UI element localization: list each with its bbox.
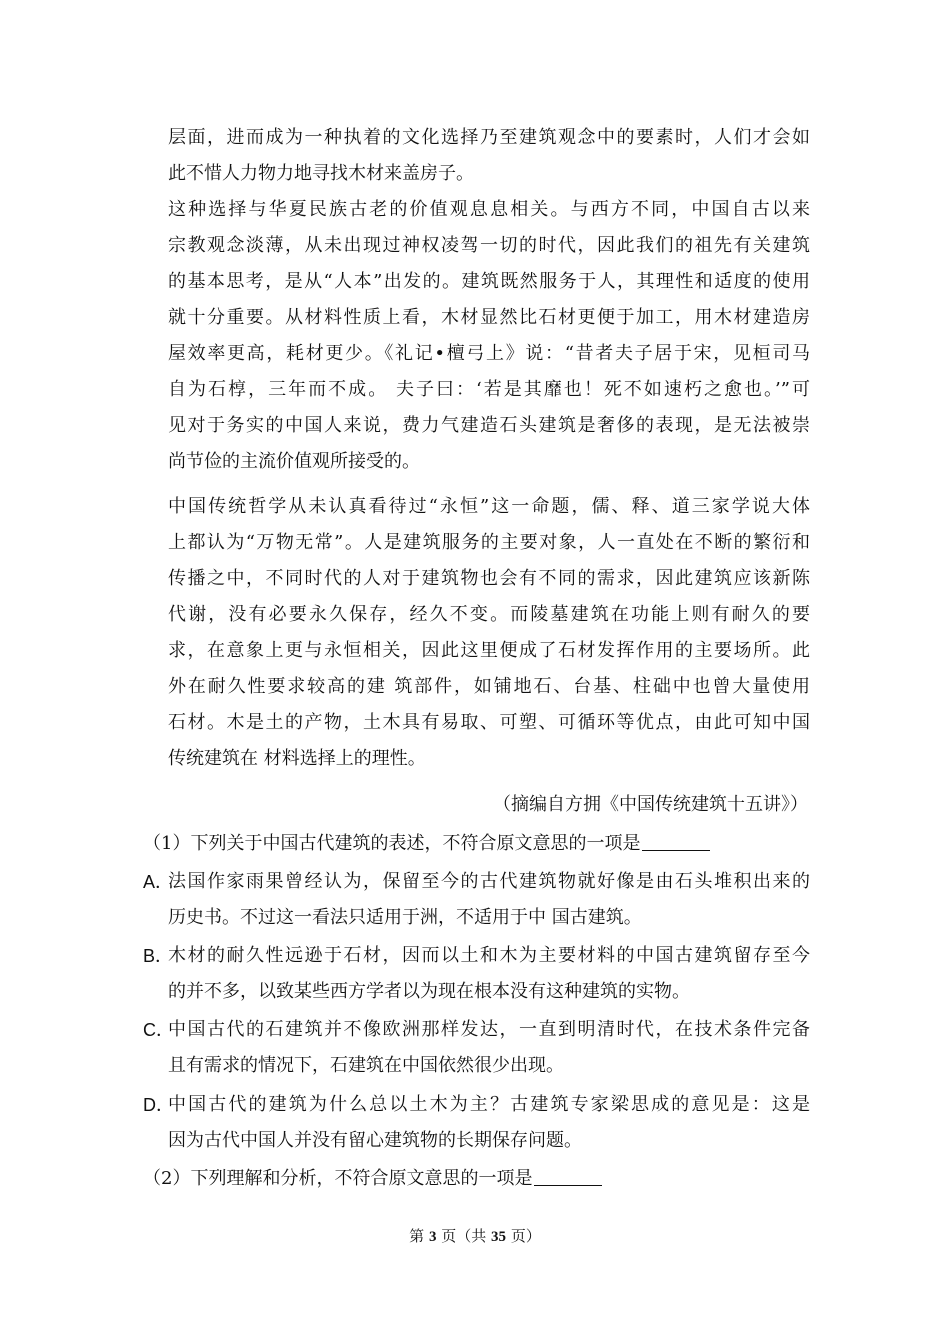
option-c-line: 中国古代的石建筑并不像欧洲那样发达，一直到明清时代，在技术条件完备 <box>168 1019 810 1040</box>
option-letter: B． <box>143 946 174 966</box>
question-2-text: （2）下列理解和分析，不符合原文意思的一项是 <box>143 1168 533 1189</box>
footer-mid: 页（共 <box>441 1227 487 1245</box>
question-1 <box>143 826 710 862</box>
text-line: 宗教观念淡薄，从未出现过神权凌驾一切的时代，因此我们的祖先有关建筑 <box>168 235 810 256</box>
text-line: 见对于务实的中国人来说，费力气建造石头建筑是奢侈的表现，是无法被崇 <box>168 415 810 436</box>
answer-blank[interactable] <box>534 1167 602 1186</box>
text-line: 此不惜人力物力地寻找木材来盖房子。 <box>168 163 474 184</box>
text-line: 的基本思考，是从“人本”出发的。建筑既然服务于人，其理性和适度的使用 <box>168 271 810 292</box>
option-letter: A． <box>143 872 174 892</box>
option-b-line: 的并不多，以致某些西方学者以为现在根本没有这种建筑的实物。 <box>168 981 690 1002</box>
option-c-line: 且有需求的情况下，石建筑在中国依然很少出现。 <box>168 1055 564 1076</box>
text-line: 上都认为“万物无常”。人是建筑服务的主要对象，人一直处在不断的繁衍和 <box>168 532 810 553</box>
text-line: 自为石椁，三年而不成。 夫子曰：‘若是其靡也！死不如速朽之愈也。’”可 <box>168 379 810 400</box>
text-line: 就十分重要。从材料性质上看，木材显然比石材更便于加工，用木材建造房 <box>168 307 810 328</box>
footer-suffix: 页） <box>510 1227 541 1245</box>
text-line: 外在耐久性要求较高的建 筑部件，如铺地石、台基、柱础中也曾大量使用 <box>168 676 810 697</box>
source-attribution: （摘编自方拥《中国传统建筑十五讲》） <box>493 794 808 815</box>
footer-page-number: 3 <box>428 1229 437 1245</box>
option-b-line: 木材的耐久性远逊于石材，因而以土和木为主要材料的中国古建筑留存至今 <box>168 945 810 966</box>
option-letter: C． <box>143 1020 174 1040</box>
option-a-line: 法国作家雨果曾经认为，保留至今的古代建筑物就好像是由石头堆积出来的 <box>168 871 810 892</box>
text-line: 屋效率更高，耗材更少。《礼记•檀弓上》说：“昔者夫子居于宋，见桓司马 <box>168 343 810 364</box>
text-line: 这种选择与华夏民族古老的价值观息息相关。与西方不同，中国自古以来 <box>168 199 810 220</box>
question-2 <box>143 1161 602 1197</box>
text-line: 石材。木是土的产物，土木具有易取、可塑、可循环等优点，由此可知中国 <box>168 712 810 733</box>
text-line: 传统建筑在 材料选择上的理性。 <box>168 748 426 769</box>
answer-blank[interactable] <box>642 832 710 851</box>
text-line: 层面，进而成为一种执着的文化选择乃至建筑观念中的要素时，人们才会如 <box>168 127 810 148</box>
option-d-line: 因为古代中国人并没有留心建筑物的长期保存问题。 <box>168 1130 582 1151</box>
page-footer <box>0 1224 950 1249</box>
text-line: 求，在意象上更与永恒相关，因此这里便成了石材发挥作用的主要场所。此 <box>168 640 810 661</box>
footer-prefix: 第 <box>409 1227 425 1245</box>
text-line: 中国传统哲学从未认真看待过“永恒”这一命题，儒、释、道三家学说大体 <box>168 496 810 517</box>
footer-total-pages: 35 <box>491 1229 507 1245</box>
text-line: 传播之中，不同时代的人对于建筑物也会有不同的需求，因此建筑应该新陈 <box>168 568 810 589</box>
option-a-line: 历史书。不过这一看法只适用于洲，不适用于中 国古建筑。 <box>168 907 642 928</box>
question-1-text: （1）下列关于中国古代建筑的表述，不符合原文意思的一项是 <box>143 833 641 854</box>
text-line: 代谢，没有必要永久保存，经久不变。而陵墓建筑在功能上则有耐久的要 <box>168 604 810 625</box>
text-line: 尚节俭的主流价值观所接受的。 <box>168 451 420 472</box>
option-d-line: 中国古代的建筑为什么总以土木为主？古建筑专家梁思成的意见是：这是 <box>168 1094 810 1115</box>
option-letter: D． <box>143 1095 174 1115</box>
